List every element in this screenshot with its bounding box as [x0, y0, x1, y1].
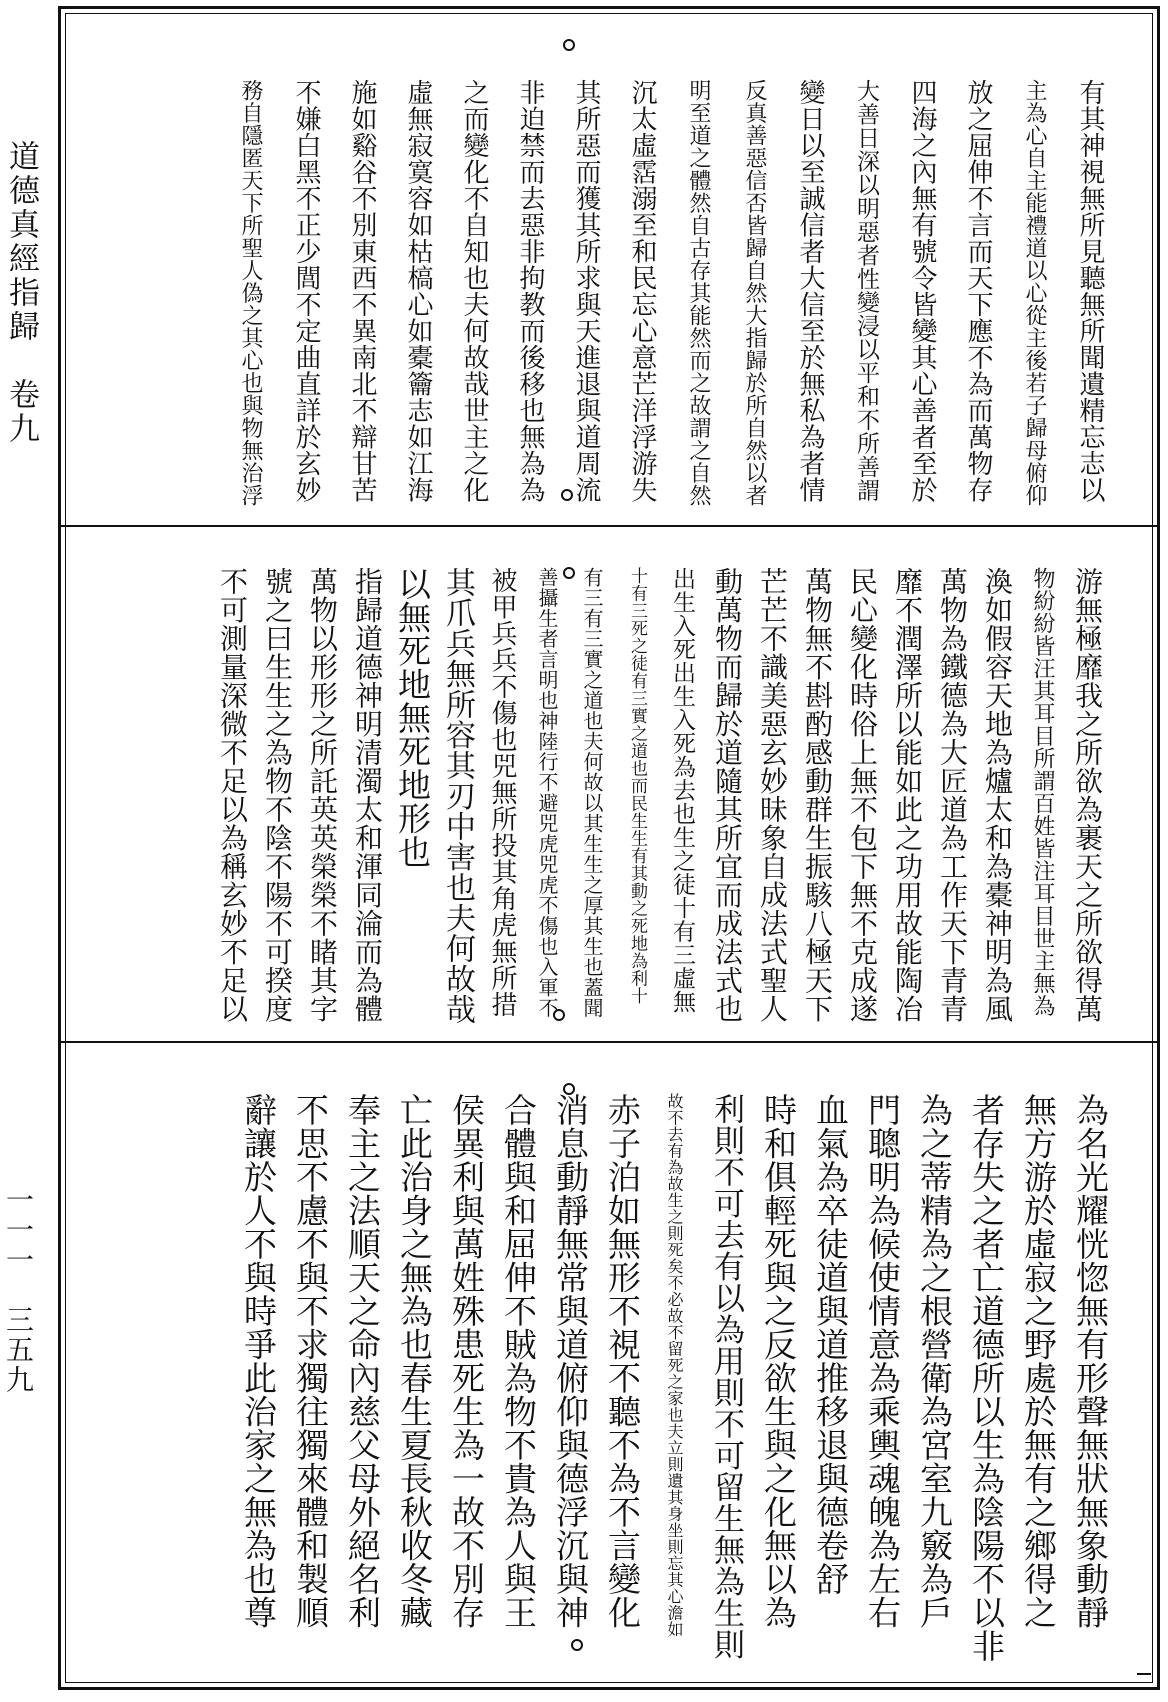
- text-column: 被甲兵兵不傷也兕無所投其角虎無所措: [487, 567, 517, 1018]
- text-column: 變日以至誠信者大信至於無私為者情: [795, 79, 825, 503]
- panel-top: [61, 9, 1157, 525]
- text-column: 其所惡而獲其所求與天進退與道周流: [571, 79, 601, 503]
- text-column: 渙如假容天地為爐太和為橐神明為風: [981, 567, 1014, 1023]
- corner-mark: [1137, 1673, 1151, 1681]
- text-column: 無方游於虛寂之野處於無有之鄉得之: [1019, 1093, 1058, 1629]
- text-column: 之而變化不自知也夫何故哉世主之化: [459, 79, 489, 503]
- text-column: 不思不慮不與不求獨往獨來體和製順: [291, 1093, 330, 1629]
- text-column: 善攝生者言明也神陸行不避兕虎兕虎不傷也入軍不: [535, 567, 559, 1018]
- text-column: 沉太虛霑溺至和民忘心意芒洋浮游失: [627, 79, 657, 503]
- text-column: 靡不潤澤所以能如此之功用故能陶冶: [891, 567, 924, 1023]
- text-column: 辭讓於人不與時爭此治家之無為也尊: [239, 1093, 278, 1629]
- text-column: 四海之內無有號令皆變其心善者至於: [907, 79, 937, 503]
- text-column: 侯異利與萬姓殊患死生為一故不別存: [447, 1093, 486, 1629]
- text-column: 務自隱匿天下所聖人偽之其心也與物無治浮: [238, 79, 263, 507]
- text-column: 赤子泊如無形不視不聽不為不言變化: [603, 1093, 642, 1629]
- page-number-margin: 一一一 三五九: [2, 1185, 35, 1395]
- text-column: 不嫌白黑不正少閭不定曲直詳於玄妙: [291, 79, 321, 503]
- text-column: 不可測量深微不足以為稱玄妙不足以: [216, 567, 249, 1023]
- text-column: 萬物為鐵德為大匠道為工作天下青青: [936, 567, 969, 1023]
- text-column: 有三有三實之道也夫何故以其生生之厚其生也蓋聞: [580, 567, 604, 1018]
- text-column: 動萬物而歸於道隨其所宜而成法式也: [711, 567, 744, 1023]
- text-column: 故不去有為故生之則死矣不必故不留死之家也夫立則遺其身坐則忘其心澹如: [665, 1093, 684, 1638]
- text-column: 民心變化時俗上無不包下無不克成遂: [846, 567, 879, 1023]
- panel-middle: [61, 527, 1157, 1039]
- text-column: 施如谿谷不別東西不異南北不辯甘苦: [347, 79, 377, 503]
- section-circle-mark: [563, 39, 575, 51]
- text-column: 芒芒不識美惡玄妙昧象自成法式聖人: [756, 567, 789, 1023]
- text-column: 指歸道德神明清濁太和渾同淪而為體: [351, 567, 384, 1023]
- text-column: 為之蒂精為之根營衛為宮室九竅為戶: [915, 1093, 954, 1629]
- text-column: 號之曰生生之為物不陰不陽不可揆度: [261, 567, 294, 1023]
- text-column: 利則不可去有以為用則不可留生無為生則: [708, 1093, 744, 1660]
- text-column: 游無極靡我之所欲為裹天之所欲得萬: [1071, 567, 1104, 1023]
- text-column: 血氣為卒徒道與道推移退與德卷舒: [811, 1093, 850, 1596]
- text-column: 放之屈伸不言而天下應不為而萬物存: [963, 79, 993, 503]
- text-column: 非迫禁而去惡非拘教而後移也無為為: [515, 79, 545, 503]
- text-column: 出生入死出生入死為去也生之徒十有三虛無: [669, 567, 695, 1014]
- text-column: 萬物以形形之所託英英榮榮不睹其字: [306, 567, 339, 1023]
- text-column: 合體與和屈伸不賊為物不貴為人與王: [499, 1093, 538, 1629]
- text-column: 物紛紛皆汪其耳目所謂百姓皆注耳目世主無為: [1030, 567, 1055, 1017]
- text-column: 門聰明為候使情意為乘輿魂魄為左右: [863, 1093, 902, 1629]
- text-column: 大善日深以明惡者性變浸以平和不所善謂: [853, 79, 879, 502]
- text-column: 者存失之者亡道德所以生為陰陽不以非: [967, 1093, 1006, 1663]
- text-column: 萬物無不斟酌感動群生振駭八極天下: [801, 567, 834, 1023]
- text-column: 明至道之體然自古存其能然而之故謂之自然: [686, 79, 711, 507]
- text-column: 為名光耀恍惚無有形聲無狀無象動靜: [1071, 1093, 1110, 1629]
- text-column: 有其神視無所見聽無所聞遺精忘志以: [1075, 79, 1105, 503]
- text-column: 十有三死之徒有三實之道也而民生生有其動之死地為利十: [627, 567, 647, 1005]
- text-column: 奉主之法順天之命內慈父母外絕名利: [343, 1093, 382, 1629]
- text-column: 消息動靜無常與道俯仰與德浮沉與神: [551, 1093, 590, 1629]
- text-column: 虛無寂寞容如枯槁心如橐籥志如江海: [403, 79, 433, 503]
- text-column: 時和俱輕死與之反欲生與之化無以為: [759, 1093, 798, 1629]
- text-column: 亡此治身之無為也春生夏長秋收冬藏: [395, 1093, 434, 1629]
- page-frame: [58, 6, 1160, 1690]
- text-column: 其爪兵無所容其刃中害也夫何故哉: [440, 567, 475, 1025]
- text-column: 主為心自主能禮道以心從主後若子歸母俯仰: [1022, 79, 1047, 507]
- book-title-margin: 道德真經指歸 卷九: [3, 140, 39, 446]
- text-column: 反真善惡信否皆歸自然大指歸於所自然以者: [742, 79, 767, 507]
- panel-bottom: [61, 1043, 1157, 1683]
- text-column: 以無死地無死地形也: [393, 567, 432, 869]
